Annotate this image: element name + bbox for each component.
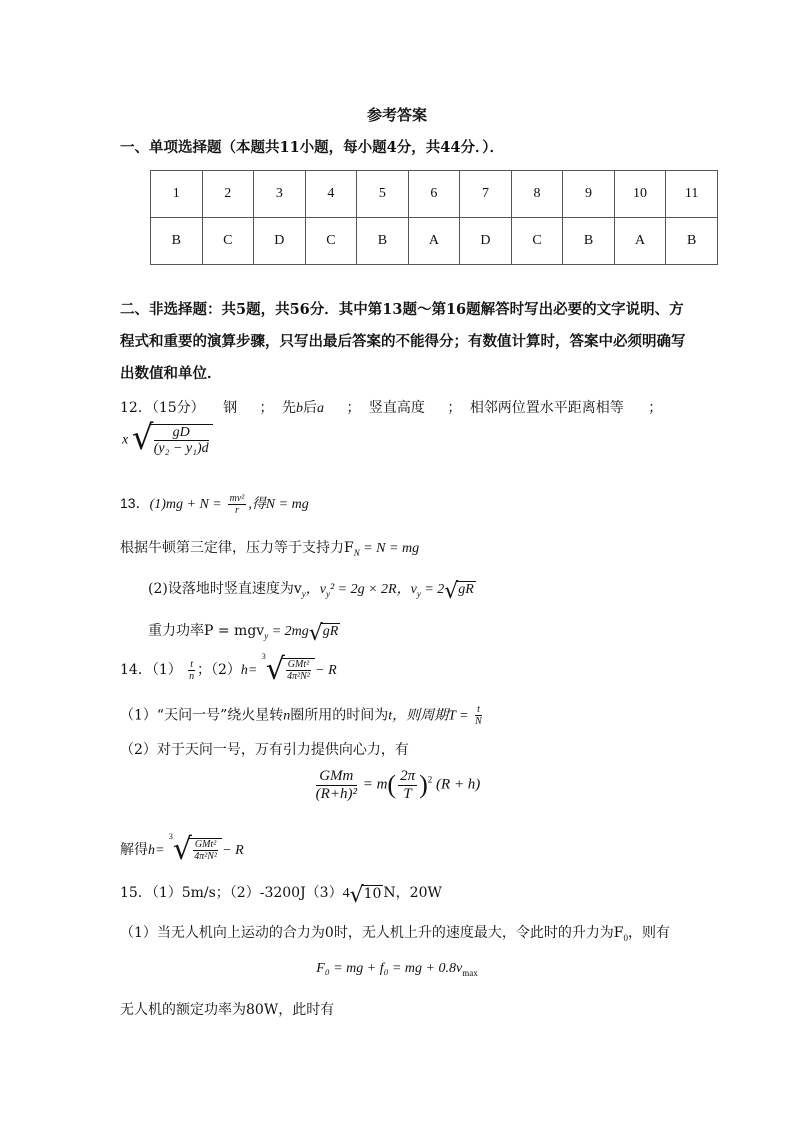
q14-eq-frac-den: T	[403, 785, 412, 802]
q14-frac-den: n	[189, 670, 195, 682]
q12-answer-1: 钢	[223, 400, 238, 416]
q14-solve-eq: =	[155, 843, 165, 858]
q15-sqrt-10: 10	[363, 885, 382, 902]
q14-l2-t: t	[388, 708, 393, 724]
q14-l2-b: 圈所用的时间为	[290, 707, 389, 724]
q12-label: 12．（15分）	[120, 400, 205, 416]
answer-table-answer-row	[151, 218, 718, 265]
q14-eq-tail: (R + h)	[436, 776, 481, 793]
q13-sub-n: N	[353, 547, 360, 558]
q14-eq-den: (R+h)²	[315, 785, 357, 802]
q12-formula	[122, 418, 213, 458]
q13-line-4: 重力功率P = mgv$_y$ = 2mg √ gR	[148, 620, 339, 646]
q12-answer-2-a: a	[317, 401, 324, 416]
q14-l2-a: （1）“天问一号”绕火星转	[120, 707, 284, 724]
q14-solve-text: 解得	[120, 842, 148, 858]
q12-formula-numerator: gD	[154, 425, 209, 441]
q13-sub-y2: y	[325, 588, 330, 599]
q12-answer-2-prefix: 先	[282, 400, 296, 416]
q15-unit: N，20W	[383, 885, 442, 901]
question-number-cell: 10	[614, 171, 666, 218]
q13-sqrt-gr-2: gR	[322, 623, 339, 639]
section1-heading: 一、单项选择题（本题共11小题，每小题4分，共44分．）．	[120, 139, 504, 156]
q14-mid: ；（2）	[196, 662, 241, 678]
separator: ；	[447, 400, 462, 416]
q14-solve-h: h	[148, 843, 155, 858]
q14-minus-r-2: − R	[222, 843, 244, 858]
q15-l2-b: ，则有	[628, 925, 671, 941]
q15-line-1: 15．（1）5m/s；（2）-3200J（3）4 √ 10 N，20W	[120, 882, 442, 908]
q12-answer-2-b: b	[296, 401, 303, 416]
q13-line-3: (2)设落地时竖直速度为$v_y$，$v_y^2 = 2g \times 2R$，$v_y = 2$ √ gR	[148, 578, 474, 604]
question-number-cell: 3	[254, 171, 306, 218]
q14-root-index-2: 3	[168, 832, 173, 841]
question-number-cell: 7	[460, 171, 512, 218]
question-number-cell: 6	[408, 171, 460, 218]
q14-root-index: 3	[261, 652, 266, 661]
q14-eq-m: = m	[362, 776, 388, 793]
answer-cell: A	[408, 218, 460, 265]
q14-frac-num: t	[190, 658, 193, 670]
q14-line-1: 14．（1） $\frac{t}{n}$ ；（2）h= 3 √ $\frac{\text{GMt²}}{\text{4π²N²}}$ − R	[120, 652, 337, 687]
question-number-cell: 4	[305, 171, 357, 218]
q15-coef: 4	[342, 886, 350, 901]
q14-rad-den: 4π²N²	[287, 671, 310, 682]
q12-sqrt: √ $\frac{gD}{\text{(y₂ − y₁)d}}$	[132, 424, 213, 457]
q14-line-3: （2）对于天问一号，万有引力提供向心力，有	[120, 742, 409, 758]
answer-table-number-row	[151, 171, 718, 218]
q14-line-5: 解得h= 3 √ $\frac{\text{GMt²}}{\text{4π²N²}}$ − R	[120, 832, 244, 867]
q15-eq-body: F₀ = mg + f₀ = mg + 0.8v	[316, 961, 463, 976]
answer-cell: D	[254, 218, 306, 265]
q15-l2-text: （1）当无人机向上运动的合力为0时，无人机上升的速度最大，令此时的升力为F	[120, 925, 624, 941]
answer-cell: B	[666, 218, 718, 265]
q13-label: 13．	[120, 495, 150, 512]
answer-cell: C	[202, 218, 254, 265]
q14-rad-num: GMt²	[287, 659, 310, 670]
q13-eq-right: ,得N = mg	[248, 497, 309, 513]
answer-cell: B	[563, 218, 615, 265]
q13-part2-d: = 2	[420, 582, 445, 597]
section2-heading: 二、非选择题：共5题，共56分．其中第13题～第16题解答时写出必要的文字说明、方程式和重要的演算步骤，只写出最后答案的不能得分；有数值计算时，答案中必须明确写出数值和单位．	[120, 301, 686, 382]
q15-label: 15．（1）5m/s；（2）-3200J（3）	[120, 885, 343, 901]
question-number-cell: 1	[151, 171, 203, 218]
q15-line-2	[120, 922, 670, 943]
q13-power-text: 重力功率P = mgv	[148, 623, 265, 639]
q14-eq-num: GMm	[316, 768, 357, 786]
answer-cell: B	[151, 218, 203, 265]
q13-part2-text: (2)设落地时竖直速度为v	[148, 581, 302, 597]
q13-frac-num: mv²	[229, 493, 245, 504]
q14-l2-n: n	[283, 708, 291, 724]
q12-formula-x: x	[122, 432, 129, 448]
q13-newton-text: 根据牛顿第三定律，压力等于支持力F	[120, 540, 354, 556]
q13-power-eq: = 2mg	[268, 624, 309, 639]
answer-cell: A	[614, 218, 666, 265]
q13-part2-c: ² = 2g × 2R，v	[329, 582, 417, 597]
q14-eq-frac-num: 2π	[400, 768, 416, 784]
answer-cell: C	[305, 218, 357, 265]
q12-answer-2-mid: 后	[303, 400, 317, 416]
q14-l2-frac-den: N	[475, 716, 482, 727]
q14-rad-den-2: 4π²N²	[194, 851, 217, 862]
question-number-cell: 8	[511, 171, 563, 218]
q13-sub-y3: y	[416, 588, 421, 599]
q14-minus-r: − R	[315, 663, 337, 678]
q14-rad-num-2: GMt²	[194, 839, 217, 850]
q12-answer-line	[120, 397, 662, 417]
q15-sub-0: 0	[623, 932, 629, 943]
q15-line-4: 无人机的额定功率为80W，此时有	[120, 1002, 335, 1018]
separator: ；	[346, 400, 361, 416]
question-number-cell: 2	[202, 171, 254, 218]
q13-frac-den: r	[235, 505, 239, 516]
separator: ；	[648, 400, 663, 416]
q12-answer-4: 相邻两位置水平距离相等	[469, 400, 624, 416]
q14-label: 14．（1）	[120, 662, 182, 678]
q13-line-2	[120, 537, 419, 558]
q15-force-equation	[0, 961, 794, 978]
q14-h: h	[240, 663, 248, 678]
q15-eq-sub-max: max	[462, 967, 478, 978]
q12-answer-3: 竖直高度	[368, 400, 425, 416]
q13-sub-y4: y	[264, 630, 269, 641]
q14-line-2	[120, 704, 484, 727]
separator: ；	[259, 400, 274, 416]
q14-gravity-equation: $\frac{\text{GMm}}{\text{(R+h)²}}$ = m( $\frac{2\pi}{T}$ )$^2$ (R + h)	[315, 768, 481, 802]
answer-cell: B	[357, 218, 409, 265]
answer-cell: D	[460, 218, 512, 265]
question-number-cell: 11	[666, 171, 718, 218]
answer-table	[150, 170, 718, 265]
q13-sqrt-gr-1: gR	[458, 581, 474, 597]
q14-l2-c: ，则周期T =	[392, 708, 469, 724]
question-number-cell: 9	[563, 171, 615, 218]
q14-l2-frac-num: t	[477, 704, 480, 715]
q13-newton-eq: = N = mg	[359, 541, 420, 556]
question-number-cell: 5	[357, 171, 409, 218]
answer-cell: C	[511, 218, 563, 265]
q13-sub-y1: y	[301, 588, 306, 599]
q13-eq-left: (1)mg + N =	[149, 497, 222, 513]
q13-part2-b: ，v	[305, 582, 326, 597]
page-title: 参考答案	[366, 106, 427, 124]
q14-eq: =	[247, 663, 258, 678]
q13-line-1	[120, 493, 309, 516]
q12-formula-denominator: (y₂ − y₁)d	[153, 441, 209, 457]
